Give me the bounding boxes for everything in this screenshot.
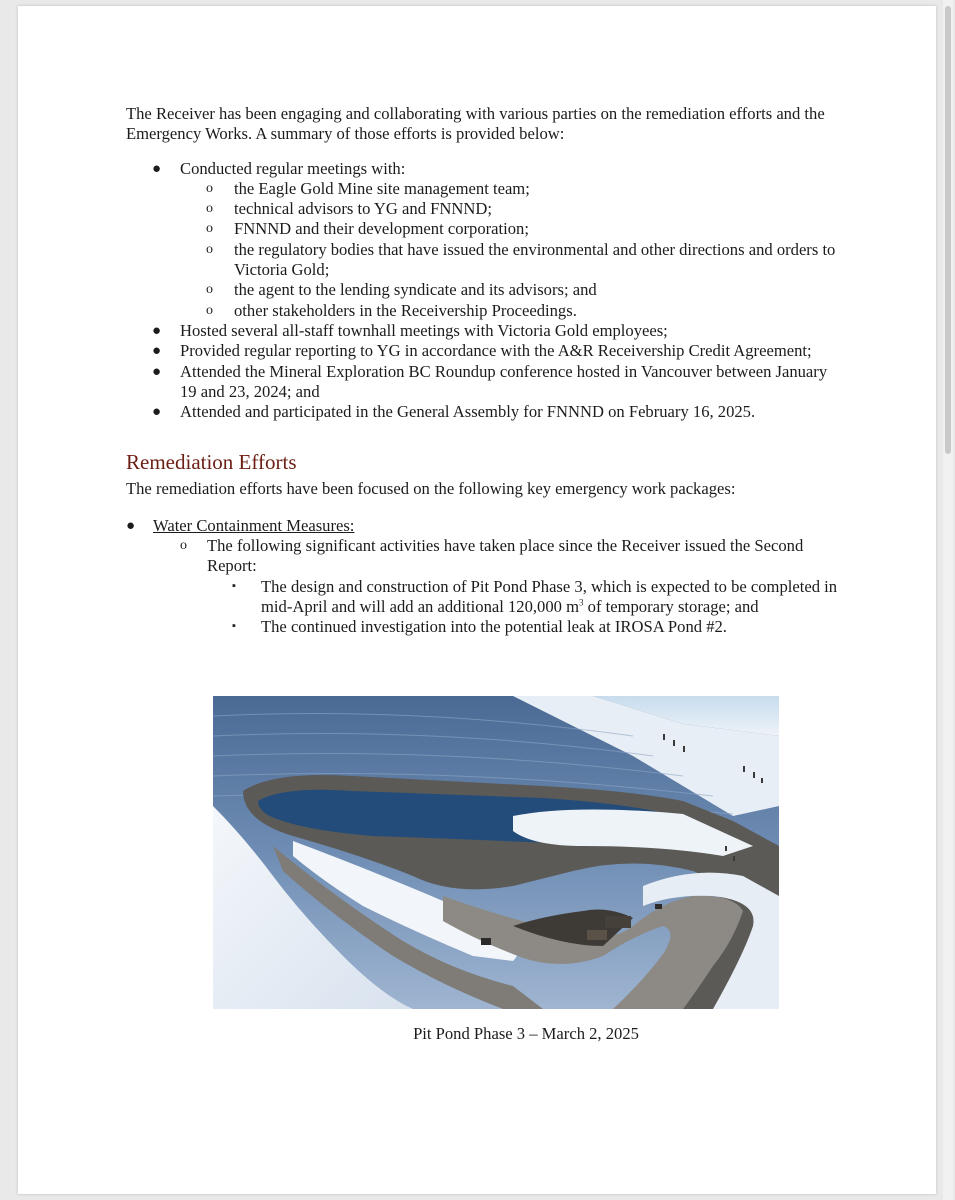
circle-marker: o	[206, 221, 213, 237]
sub-sub-list-item	[126, 617, 846, 637]
list-item	[126, 362, 846, 403]
section-intro: The remediation efforts have been focused on the following key emergency work packages:	[126, 479, 736, 499]
vertical-scrollbar[interactable]	[943, 0, 953, 1200]
sub-list-item	[126, 199, 846, 219]
intro-paragraph: The Receiver has been engaging and collaborating with various parties on the remediation efforts and the Emergency Works. A summary of those efforts is provided below:	[126, 104, 825, 144]
circle-marker: o	[206, 201, 213, 217]
work-package-title: Water Containment Measures:	[153, 515, 355, 535]
list-item-text: Attended and participated in the General Assembly for FNNND on February 16, 2025.	[180, 402, 756, 422]
square-marker: ▪	[232, 620, 236, 633]
sub-sub-item-text: The continued investigation into the potential leak at IROSA Pond #2.	[261, 617, 727, 637]
scrollbar-thumb[interactable]	[945, 6, 951, 454]
sub-sub-item-text: of temporary storage; and	[583, 596, 759, 616]
sub-list-item	[126, 179, 846, 199]
sub-list-item	[126, 240, 846, 281]
sub-item-text: technical advisors to YG and FNNND;	[234, 199, 492, 219]
list-item	[126, 516, 846, 536]
sub-item-text: The following significant activities have taken place since the Receiver issued the Second Report:	[207, 536, 804, 576]
sub-list-item	[126, 536, 846, 577]
circle-marker: o	[206, 180, 213, 196]
list-item	[126, 321, 846, 341]
pit-pond-photo	[213, 696, 779, 1009]
efforts-list	[126, 159, 846, 423]
document-body	[126, 104, 846, 1043]
list-item	[126, 402, 846, 422]
sub-sub-item-text: The design and construction of Pit Pond Phase 3, which is expected to be completed in mid-April and will add an additional 120,000 m	[261, 576, 838, 616]
section-heading: Remediation Efforts	[126, 450, 297, 475]
circle-marker: o	[206, 282, 213, 298]
list-item-text: Hosted several all-staff townhall meetings with Victoria Gold employees;	[180, 320, 668, 340]
bullet-marker: ●	[126, 517, 136, 534]
sub-item-text: FNNND and their development corporation;	[234, 219, 529, 239]
list-item-text: Attended the Mineral Exploration BC Roundup conference hosted in Vancouver between January 19 and 23, 2024; and	[180, 361, 828, 401]
circle-marker: o	[206, 302, 213, 318]
bullet-marker: ●	[152, 160, 162, 177]
list-item	[126, 159, 846, 179]
circle-marker: o	[180, 538, 187, 554]
sub-item-text: the Eagle Gold Mine site management team;	[234, 178, 530, 198]
sub-item-text: the agent to the lending syndicate and its advisors; and	[234, 280, 597, 300]
sub-item-text: the regulatory bodies that have issued the environmental and other directions and orders to Victoria Gold;	[234, 239, 836, 280]
square-marker: ▪	[232, 579, 236, 592]
superscript: 3	[579, 597, 584, 608]
bullet-marker: ●	[152, 404, 162, 421]
figure-caption: Pit Pond Phase 3 – March 2, 2025	[413, 1024, 639, 1043]
sub-list-item	[126, 219, 846, 239]
circle-marker: o	[206, 241, 213, 257]
aerial-photo-illustration	[213, 696, 779, 1009]
sub-sub-list-item	[126, 577, 846, 618]
document-page	[18, 6, 936, 1194]
work-packages-list	[126, 516, 846, 638]
bullet-marker: ●	[152, 322, 162, 339]
bullet-marker: ●	[152, 343, 162, 360]
sub-item-text: other stakeholders in the Receivership Proceedings.	[234, 300, 577, 320]
sub-list-item	[126, 280, 846, 300]
list-item	[126, 341, 846, 361]
list-item-text: Provided regular reporting to YG in accordance with the A&R Receivership Credit Agreement;	[180, 341, 812, 361]
sub-list-item	[126, 301, 846, 321]
bullet-marker: ●	[152, 363, 162, 380]
list-item-text: Conducted regular meetings with:	[180, 158, 406, 178]
